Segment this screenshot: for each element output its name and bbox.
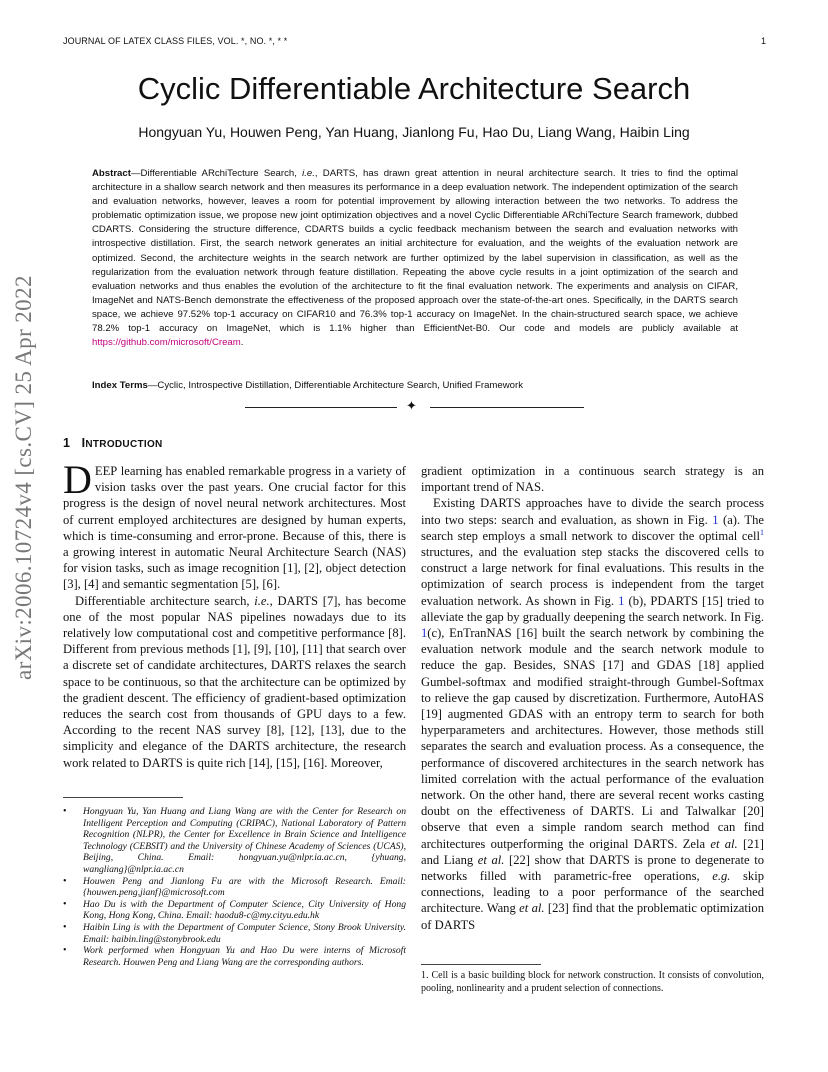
intro-p1-text: learning has enabled remarkable progress in a variety of vision tasks over the past years. One crucial factor for this progress is the design of novel neural network architectures. Most of current employed architectures are designed by human experts, which is time-consuming and error-prone. Because of this, there is a growing interest in automatic Neural Architecture Search (NAS) for vision tasks, such as image recognition [1], [2], object detection [3], [4] and semantic segmentation [5], [6]. — [63, 464, 406, 592]
index-terms — [92, 380, 738, 391]
p4-text-d: (b), PDARTS [15] tried to alleviate the gap by gradually deepening the search network. In Fig. — [421, 593, 764, 624]
code-link[interactable]: https://github.com/microsoft/Cream — [92, 337, 241, 349]
left-column — [63, 457, 406, 771]
p4-etal: et al. — [519, 901, 545, 916]
p4-text-f: [21] and Liang — [421, 836, 764, 867]
p4-text-a: Existing DARTS approaches have to divide the search process into two steps: search and evaluation, as shown in Fig. — [421, 496, 764, 527]
affiliations — [63, 806, 406, 968]
section-number: 1 — [63, 436, 71, 450]
p4-text-g: [22] show that DARTS is prone to degenerate to networks filled with parametric-free operations, — [421, 852, 764, 884]
separator-line-left — [245, 407, 397, 408]
abstract — [92, 167, 738, 350]
p4-eg: e.g. — [712, 869, 731, 884]
p4-text-c: structures, and the evaluation step stacks the discovered cells to construct a large network for final evaluations. This results in the optimization of search process is independent from the target evaluation network. As shown in Fig. — [421, 545, 764, 608]
arxiv-stamp: arXiv:2006.10724v4 [cs.CV] 25 Apr 2022 — [11, 275, 36, 680]
index-terms-label: Index Terms — [92, 380, 148, 391]
drop-cap: D — [63, 457, 92, 502]
affiliation-item: • Hongyuan Yu, Yan Huang and Liang Wang are with the Center for Research on Intelligent Perception and Computing (CRIPAC), National Laboratory of Pattern Recognition (NLPR), the Center for Excellence in Brain Science and Intelligence Technology (CEBSIT) and the University of Chinese Academy of Sciences (UCAS), Beijing, China. Email: hongyuan.yu@nlpr.ia.ac.cn, {yhuang, wangliang}@nlpr.ia.ac.cn — [63, 806, 406, 876]
footnote-ref-link[interactable]: 1 — [760, 527, 764, 537]
index-terms-text: —Cyclic, Introspective Distillation, Differentiable Architecture Search, Unified Framework — [147, 380, 523, 391]
figure-ref-link[interactable]: 1 — [421, 626, 428, 641]
intro-paragraph-3: gradient optimization in a continuous search strategy is an important trend of NAS. — [421, 464, 764, 495]
affiliation-item: • Haibin Ling is with the Department of Computer Science, Stony Brook University. Email: haibin.ling@stonybrook.edu — [63, 922, 406, 945]
affiliation-item: • Houwen Peng and Jianlong Fu are with the Microsoft Research. Email: {houwen.peng,jianf}@microsoft.com — [63, 876, 406, 899]
intro-paragraph-4 — [421, 495, 764, 932]
p4-etal: et al. — [710, 836, 738, 851]
p4-text-e: (c), EnTranNAS [16] built the search network by combining the evaluation network module and the search network module to reduce the gap. Besides, SNAS [17] and GDAS [18] applied Gumbel-softmax and modified straight-through Gumbel-Softmax to relieve the gap caused by discretization. Furthermore, AutoHAS [19] augmented GDAS with an entropy term to search for both hyperparameters and architectures. However, those methods still separates the search and evaluation process. As a consequence, the performance of discovered architectures in the search network has limited correlation with the actual performance of the evaluation network. On the other hand, there are several recent works casting doubt on the effectiveness of DARTS. Li and Talwalkar [20] observe that even a simple random search method can find architectures outperforming the original DARTS. Zela — [421, 626, 764, 851]
intro-paragraph-2 — [63, 593, 406, 771]
intro-p2-text-a: Differentiable architecture search, — [75, 593, 255, 608]
right-column — [421, 463, 764, 933]
author-list: Hongyuan Yu, Houwen Peng, Yan Huang, Jianlong Fu, Hao Du, Liang Wang, Haibin Ling — [138, 124, 690, 140]
intro-paragraph-1 — [63, 457, 406, 593]
abstract-text-1: —Differentiable ARchiTecture Search, — [130, 168, 303, 179]
abstract-end: . — [240, 337, 244, 349]
page-number: 1 — [760, 36, 766, 46]
footnote-rule-left — [63, 797, 183, 798]
intro-p2-text-b: , DARTS [7], has become one of the most popular NAS pipelines nowadays due to its relatively low computational cost and competitive performance [8]. Different from previous methods [1], [9], [10], [11] that search over a discrete set of candidate architectures, DARTS relaxes the search space to be continuous, so that the architecture can be optimized by the gradient descent. The efficiency of gradient-based optimization reduces the search cost from thousands of GPU days to a few. According to the recent NAS survey [8], [12], [13], due to the simplicity and elegance of the DARTS architecture, the research work related to DARTS is quite rich [14], [15], [16]. Moreover, — [63, 593, 406, 770]
affiliation-item: • Work performed when Hongyuan Yu and Hao Du were interns of Microsoft Research. Houwen Peng and Liang Wang are the corresponding authors. — [63, 945, 406, 968]
separator-diamond-icon: ✦ — [406, 398, 417, 413]
affiliation-item: • Hao Du is with the Department of Computer Science, City University of Hong Kong, Hong Kong, China. Email: haodu8-c@my.cityu.edu.hk — [63, 899, 406, 922]
figure-ref-link[interactable]: 1 — [618, 593, 625, 608]
separator-line-right — [430, 407, 584, 408]
paper-title: Cyclic Differentiable Architecture Search — [137, 71, 691, 106]
footnote: 1. Cell is a basic building block for network construction. It consists of convolution, pooling, nonlinearity and a prudent selection of connections. — [421, 970, 764, 994]
first-word-rest: EEP — [94, 464, 118, 478]
p4-text-h: skip connections, leading to a poor performance of the searched architecture. Wang — [421, 869, 764, 916]
abstract-label: Abstract — [92, 168, 131, 179]
figure-ref-link[interactable]: 1 — [712, 512, 719, 527]
abstract-text-2: , DARTS, has drawn great attention in neural architecture search. It tries to find the optimal architecture in a shallow search network and then measures its performance in a deep evaluation network. The independent optimization of the search and evaluation networks, however, leaves a room for potential improvement by allowing interaction between the two networks. To address the problematic optimization issue, we propose new joint optimization objectives and a novel Cyclic Differentiable ARchiTecture Search framework, dubbed CDARTS. Considering the structure difference, CDARTS builds a cyclic feedback mechanism between the search and evaluation networks with introspective distillation. First, the search network generates an initial architecture for evaluation, and the weights of the evaluation network are optimized. Second, the architecture weights in the search network are further optimized by the label supervision in classification, as well as the regularization from the evaluation network through feature distillation. Repeating the above cycle results in a joint optimization of the search and evaluation networks and thus enables the evolution of the architecture to fit the final evaluation network. The experiments and analysis on CIFAR, ImageNet and NATS-Bench demonstrate the effectiveness of the proposed approach over the state-of-the-art ones. Specifically, in the DARTS search space, we achieve 97.52% top-1 accuracy on CIFAR10 and 76.3% top-1 accuracy on ImageNet. In the chain-structured search space, we achieve 78.2% top-1 accuracy on ImageNet, which is 1.1% higher than EfficientNet-B0. Our code and models are publicly available at — [92, 168, 738, 335]
section-title-rest: NTRODUCTION — [85, 439, 163, 450]
p4-etal: et al. — [477, 852, 505, 867]
footnote-rule-right — [421, 964, 541, 965]
abstract-ie: i.e. — [302, 168, 315, 179]
p4-text-b: (a). The search step employs a small network to discover the optimal cell — [421, 512, 764, 543]
intro-p2-ie: i.e. — [254, 593, 270, 608]
p4-text-i: [23] find that the problematic optimization of DARTS — [421, 901, 764, 932]
section-title-initial: I — [81, 436, 86, 450]
section-heading — [63, 436, 163, 450]
running-header: JOURNAL OF LATEX CLASS FILES, VOL. *, NO. *, * * — [63, 36, 288, 46]
